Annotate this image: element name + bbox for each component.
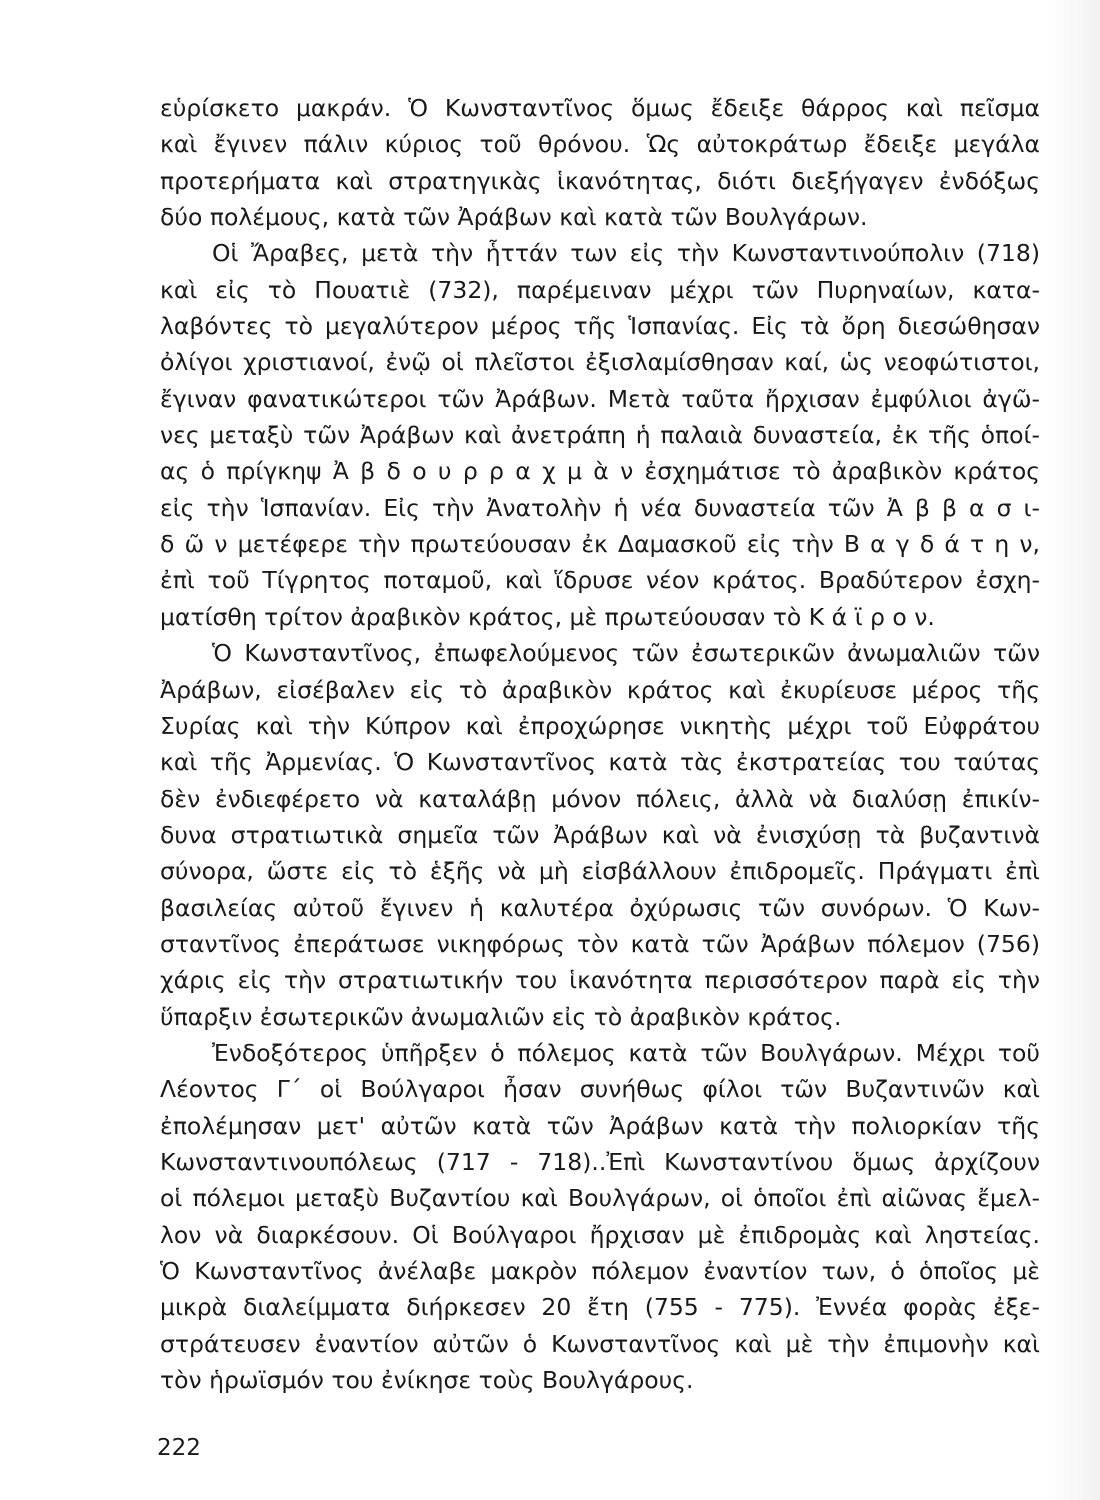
text-line: σταντῖνος ἐπεράτωσε νικηφόρως τὸν κατὰ τῶν Ἀράβων πόλεμον (756) [160, 929, 1040, 958]
text-line: καὶ τῆς Ἀρμενίας. Ὁ Κωνσταντῖνος κατὰ τὰς ἐκστρατείας του ταύτας [160, 748, 1040, 777]
text-line: Ὁ Κωνσταντῖνος ἀνέλαβε μακρὸν πόλεμον ἐναντίον των, ὁ ὁποῖος μὲ [160, 1257, 1040, 1285]
text-line: προτερήματα καὶ στρατηγικὰς ἱκανότητας, διότι διεξήγαγεν ἐνδόξως [160, 166, 1040, 195]
text-line: καὶ εἰς τὸ Πουατιὲ (732), παρέμειναν μέχρι τῶν Πυρηναίων, κατα- [160, 275, 1040, 304]
text-line: Κωνσταντινουπόλεως (717 - 718)..Ἐπὶ Κωνσταντίνου ὅμως ἀρχίζουν [160, 1147, 1040, 1176]
text-line: Λέοντος Γ΄ οἱ Βούλγαροι ἦσαν συνήθως φίλοι τῶν Βυζαντινῶν καὶ [160, 1075, 1040, 1104]
text-line: τὸν ἡρωϊσμόν του ἐνίκησε τοὺς Βουλγάρους. [160, 1366, 694, 1395]
text-line: χάρις εἰς τὴν στρατιωτικήν του ἱκανότητα περισσότερον παρὰ εἰς τὴν [160, 966, 1040, 995]
text-line: εὑρίσκετο μακράν. Ὁ Κωνσταντῖνος ὅμως ἔδειξε θάρρος καὶ πεῖσμα [160, 94, 1040, 122]
text-line: σύνορα, ὥστε εἰς τὸ ἑξῆς νὰ μὴ εἰσβάλλουν ἐπιδρομεῖς. Πράγματι ἐπὶ [160, 857, 1040, 886]
text-line: Ἐνδοξότερος ὑπῆρξεν ὁ πόλεμος κατὰ τῶν Βουλγάρων. Μέχρι τοῦ [212, 1038, 1040, 1067]
text-line: μικρὰ διαλείμματα διήρκεσεν 20 ἔτη (755 - 775). Ἐννέα φορὰς ἐξε- [160, 1293, 1040, 1322]
text-line: δυνα στρατιωτικὰ σημεῖα τῶν Ἀράβων καὶ νὰ ἐνισχύσῃ τὰ βυζαντινὰ [160, 820, 1040, 849]
text-line: ἐπολέμησαν μετ' αὐτῶν κατὰ τῶν Ἀράβων κατὰ τὴν πολιορκίαν τῆς [160, 1111, 1040, 1140]
body-text [160, 90, 1040, 1398]
text-line: ἔγιναν φανατικώτεροι τῶν Ἀράβων. Μετὰ ταῦτα ἤρχισαν ἐμφύλιοι ἀγῶ- [160, 384, 1040, 413]
text-line: λον νὰ διαρκέσουν. Οἱ Βούλγαροι ἤρχισαν μὲ ἐπιδρομὰς καὶ ληστείας. [160, 1220, 1040, 1249]
text-line: ματίσθη τρίτον ἀραβικὸν κράτος, μὲ πρωτεύουσαν τὸ Κ ά ϊ ρ ο ν. [160, 602, 935, 631]
text-line: Συρίας καὶ τὴν Κύπρον καὶ ἐπροχώρησε νικητὴς μέχρι τοῦ Εὐφράτου [160, 711, 1040, 740]
text-line: βασιλείας αὐτοῦ ἔγινεν ἡ καλυτέρα ὀχύρωσις τῶν συνόρων. Ὁ Κων- [160, 893, 1040, 922]
page-number: 222 [157, 1435, 201, 1461]
text-line: δ ῶ ν μετέφερε τὴν πρωτεύουσαν ἐκ Δαμασκοῦ εἰς τὴν Β α γ δ ά τ η ν, [160, 530, 1040, 559]
text-line: Ὁ Κωνσταντῖνος, ἐπωφελούμενος τῶν ἐσωτερικῶν ἀνωμαλιῶν τῶν [212, 639, 1040, 668]
text-line: δύο πολέμους, κατὰ τῶν Ἀράβων καὶ κατὰ τῶν Βουλγάρων. [160, 203, 868, 232]
text-line: λαβόντες τὸ μεγαλύτερον μέρος τῆς Ἱσπανίας. Εἰς τὰ ὄρη διεσώθησαν [160, 312, 1040, 341]
text-line: Οἱ Ἄραβες, μετὰ τὴν ἧττάν των εἰς τὴν Κωνσταντινούπολιν (718) [212, 239, 1040, 268]
text-line: νες μεταξὺ τῶν Ἀράβων καὶ ἀνετράπη ἡ παλαιὰ δυναστεία, ἐκ τῆς ὁποί- [160, 421, 1040, 450]
text-line: ας ὁ πρίγκηψ Ἀ β δ ο υ ρ ρ α χ μ ὰ ν ἐσχημάτισε τὸ ἀραβικὸν κράτος [160, 457, 1040, 486]
text-line: εἰς τὴν Ἱσπανίαν. Εἰς τὴν Ἀνατολὴν ἡ νέα δυναστεία τῶν Ἀ β β α σ ι- [160, 493, 1040, 522]
text-line: καὶ ἔγινεν πάλιν κύριος τοῦ θρόνου. Ὡς αὐτοκράτωρ ἔδειξε μεγάλα [160, 130, 1040, 159]
text-line: δὲν ἐνδιεφέρετο νὰ καταλάβῃ μόνον πόλεις, ἀλλὰ νὰ διαλύσῃ ἐπικίν- [160, 784, 1040, 813]
page-edge-shadow [1050, 0, 1100, 1500]
text-line: ὕπαρξιν ἐσωτερικῶν ἀνωμαλιῶν εἰς τὸ ἀραβικὸν κράτος. [160, 1002, 842, 1031]
text-line: ἐπὶ τοῦ Τίγρητος ποταμοῦ, καὶ ἵδρυσε νέον κράτος. Βραδύτερον ἐσχη- [160, 566, 1040, 595]
text-line: Ἀράβων, εἰσέβαλεν εἰς τὸ ἀραβικὸν κράτος καὶ ἐκυρίευσε μέρος τῆς [160, 675, 1040, 704]
text-line: οἱ πόλεμοι μεταξὺ Βυζαντίου καὶ Βουλγάρων, οἱ ὁποῖοι ἐπὶ αἰῶνας ἔμελ- [160, 1184, 1040, 1213]
text-line: ὀλίγοι χριστιανοί, ἐνῷ οἱ πλεῖστοι ἐξισλαμίσθησαν καί, ὡς νεοφώτιστοι, [160, 348, 1040, 377]
text-line: στράτευσεν ἐναντίον αὐτῶν ὁ Κωνσταντῖνος καὶ μὲ τὴν ἐπιμονὴν καὶ [160, 1329, 1040, 1358]
